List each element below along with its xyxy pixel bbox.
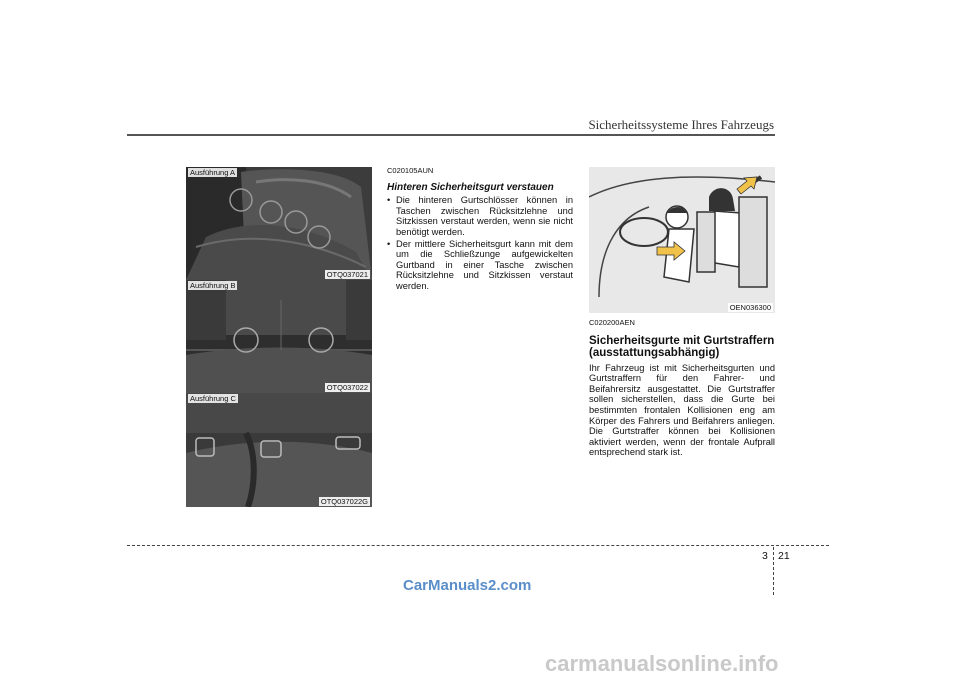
section-code: C020200AEN — [589, 318, 635, 327]
photo-variant-b — [186, 280, 372, 393]
photo-label: Ausführung B — [190, 281, 236, 290]
photo-variant-c — [186, 393, 372, 507]
bullet-item: • Der mittlere Sicherheitsgurt kann mit dem um die Schließzunge aufgewickelten Gurtband in einer Tasche zwischen Rücksitzlehne und Sitzkissen verstaut werden. — [387, 239, 573, 292]
photo-code: OTQ037022 — [326, 383, 368, 392]
watermark-link[interactable]: CarManuals2.com — [403, 577, 532, 594]
footer-rule — [127, 545, 829, 546]
section-heading: Sicherheitsgurte mit Gurtstraffern (ausstattungsabhängig) — [589, 334, 775, 360]
photo-label: Ausführung C — [190, 394, 236, 403]
header-rule — [127, 134, 775, 136]
section-code: C020105AUN — [387, 166, 434, 175]
bullet-item: • Die hinteren Gurtschlösser können in Taschen zwischen Rücksitzlehne und Sitzkissen verstaut werden, wenn sie nicht benötigt werden. — [387, 195, 573, 237]
running-header: Sicherheitssysteme Ihres Fahrzeugs — [588, 117, 774, 132]
page-number: 21 — [778, 550, 790, 562]
chapter-number: 3 — [762, 550, 768, 562]
photo-variant-a — [186, 167, 372, 280]
section-body: Ihr Fahrzeug ist mit Sicherheitsgurten und Gurtstraffern für den Fahrer- und Beifahrersitz ausgestattet. Die Gurtstraffer sollen sicherstellen, dass die Gurte bei bestimmten frontalen Kollisionen eng am Körper des Fahrers und Beifahrers anliegen. Die Gurtstraffer können bei Kollisionen aktiviert werden, wenn der frontale Aufprall entsprechend stark ist. — [589, 362, 775, 458]
photo-code: OTQ037022G — [320, 497, 368, 506]
photo-code: OTQ037021 — [326, 270, 368, 279]
footer-url: carmanualsonline.info — [545, 651, 779, 676]
photo-label: Ausführung A — [190, 168, 236, 177]
section-pretensioners — [589, 318, 775, 458]
pretensioner-illustration — [589, 167, 775, 313]
section-stow-rear-belt — [387, 166, 573, 293]
section-heading: Hinteren Sicherheitsgurt verstauen — [387, 181, 554, 193]
illustration-code: OEN036300 — [729, 303, 771, 312]
footer-divider — [773, 547, 774, 595]
